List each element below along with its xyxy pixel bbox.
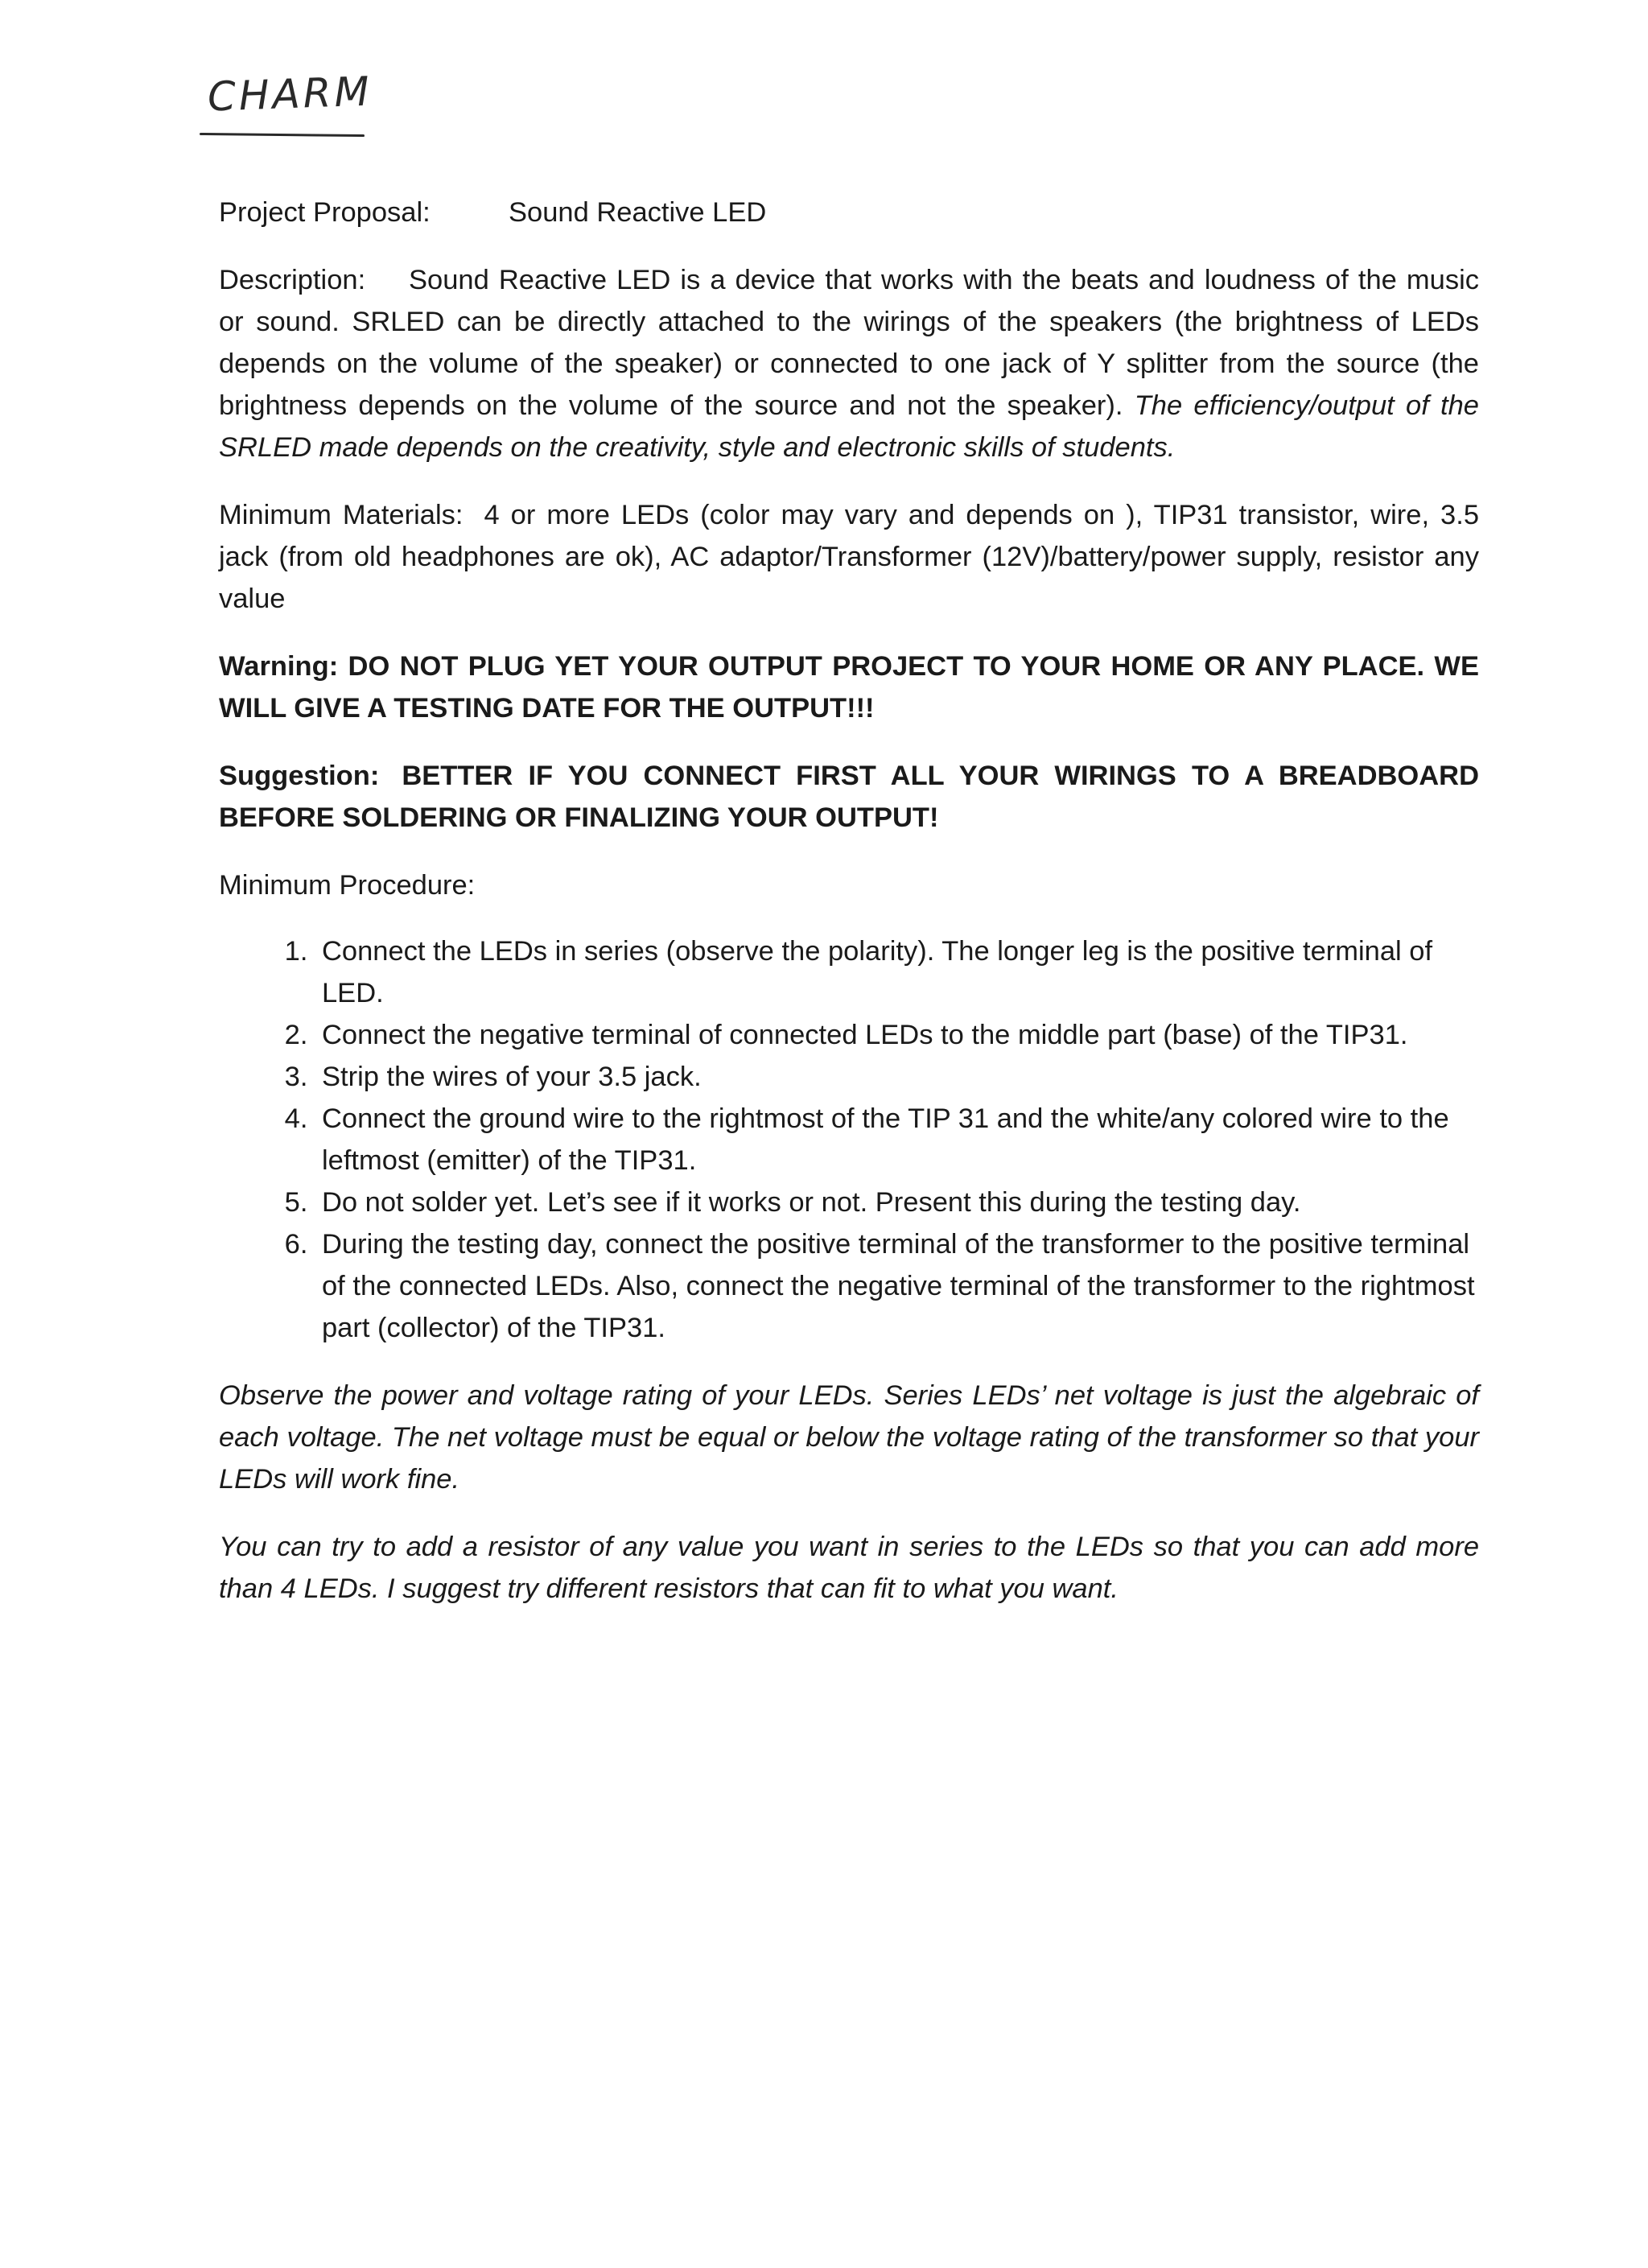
procedure-step: 3. Strip the wires of your 3.5 jack.	[315, 1056, 1479, 1098]
voltage-note: Observe the power and voltage rating of your LEDs. Series LEDs’ net voltage is just the algebraic of each voltage. The net voltage must be equal or below the voltage rating of the transformer so that your LEDs will work fine.	[219, 1380, 1479, 1495]
handwritten-name: CHARM	[207, 68, 373, 121]
warning-text: DO NOT PLUG YET YOUR OUTPUT PROJECT TO YOUR HOME OR ANY PLACE. WE WILL GIVE A TESTING DATE FOR THE OUTPUT!!!	[219, 651, 1479, 724]
procedure-heading: Minimum Procedure:	[219, 870, 476, 901]
resistor-note: You can try to add a resistor of any value you want in series to the LEDs so that you can add more than 4 LEDs. I suggest try different resistors that can fit to what you want.	[219, 1532, 1479, 1604]
suggestion-paragraph	[219, 755, 1479, 839]
description-text: Sound Reactive LED is a device that works with the beats and loudness of the music or sound. SRLED can be directly attached to the wirings of the speakers (the brightness of LEDs depends on the volume of the speaker) or connected to one jack of Y splitter from the source (the brightness depends on the volume of the source and not the speaker).	[219, 265, 1479, 421]
proposal-label: Project Proposal:	[219, 197, 431, 228]
document-body	[219, 192, 1479, 1635]
description-italic-text: The efficiency/output of the SRLED made depends on the creativity, style and electronic skills of students.	[219, 390, 1479, 463]
suggestion-text: BETTER IF YOU CONNECT FIRST ALL YOUR WIRINGS TO A BREADBOARD BEFORE SOLDERING OR FINALIZING YOUR OUTPUT!	[219, 761, 1479, 833]
description-label: Description:	[219, 265, 366, 295]
procedure-step: 6. During the testing day, connect the positive terminal of the transformer to the positive terminal of the connected LEDs. Also, connect the negative terminal of the transformer to the rightmost part (collector) of the TIP31.	[315, 1223, 1479, 1349]
description-paragraph	[219, 259, 1479, 468]
procedure-step: 2. Connect the negative terminal of connected LEDs to the middle part (base) of the TIP31.	[315, 1014, 1479, 1056]
procedure-step: 5. Do not solder yet. Let’s see if it works or not. Present this during the testing day.	[315, 1181, 1479, 1223]
procedure-step: 1. Connect the LEDs in series (observe the polarity). The longer leg is the positive terminal of LED.	[315, 930, 1479, 1014]
materials-paragraph	[219, 494, 1479, 620]
materials-text: 4 or more LEDs (color may vary and depends on ), TIP31 transistor, wire, 3.5 jack (from old headphones are ok), AC adaptor/Transformer (12V)/battery/power supply, resistor any value	[219, 500, 1480, 614]
proposal-title: Sound Reactive LED	[509, 197, 767, 228]
warning-label: Warning:	[219, 651, 339, 682]
procedure-step: 4. Connect the ground wire to the rightmost of the TIP 31 and the white/any colored wire to the leftmost (emitter) of the TIP31.	[315, 1098, 1479, 1181]
warning-paragraph	[219, 645, 1479, 729]
materials-label: Minimum Materials:	[219, 500, 464, 530]
suggestion-label: Suggestion:	[219, 761, 380, 791]
handwritten-underline	[200, 133, 365, 137]
proposal-line	[219, 192, 1479, 233]
procedure-list	[219, 930, 1479, 1349]
